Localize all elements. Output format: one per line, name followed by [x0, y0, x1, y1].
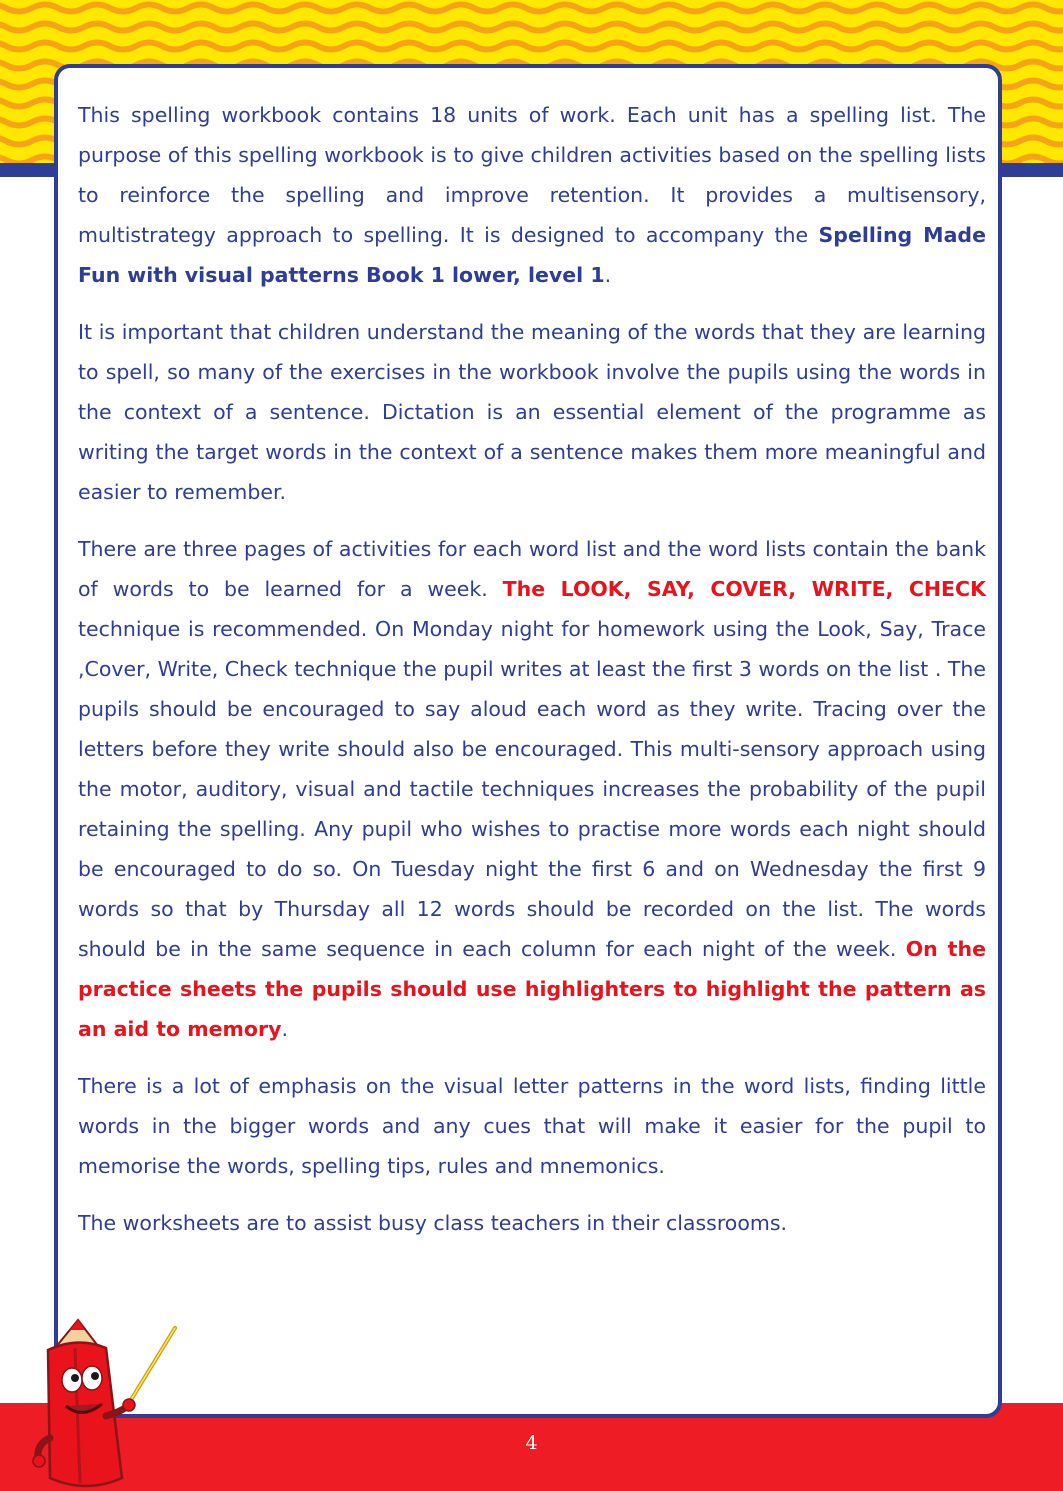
activities-details: technique is recommended. On Monday night for homework using the Look, Say, Trace ,Cover, Write, Check technique the pupil writes at least the first 3 words on the list . The pupils should be encouraged to say aloud each word as they write. Tracing over the letters before they write should also be encouraged. This multi-sensory approach using the motor, auditory, visual and tactile techniques increases the probability of the pupil retaining the spelling. Any pupil who wishes to practise more words each night should be encouraged to do so. On Tuesday night the first 6 and on Wednesday the first 9 words so that by Thursday all 12 words should be recorded on the list. The words should be in the same sequence in each column for each night of the week. [78, 617, 986, 961]
intro-end: . [604, 263, 612, 287]
technique-name: The LOOK, SAY, COVER, WRITE, CHECK [502, 577, 986, 601]
activities-text: There are three pages of activities for each word list and the word lists contain the bank of words to be learned for a week. [78, 537, 986, 601]
red-pencil-mascot-with-pointer-icon [30, 1318, 180, 1491]
body-text [78, 95, 986, 1260]
paragraph-patterns: There is a lot of emphasis on the visual letter patterns in the word lists, finding little words in the bigger words and any cues that will make it easier for the pupil to memorise the words, spelling tips, rules and mnemonics. [78, 1074, 986, 1178]
activities-end: . [281, 1017, 288, 1041]
paragraph-intro [78, 95, 986, 295]
highlighter-tip: On the practice sheets the pupils should use highlighters to highlight the pattern as an aid to memory [78, 937, 986, 1041]
intro-text: This spelling workbook contains 18 units of work. Each unit has a spelling list. The purpose of this spelling workbook is to give children activities based on the spelling lists to reinforce the spelling and improve retention. It provides a multisensory, multistrategy approach to spelling. It is designed to accompany the [78, 103, 986, 247]
paragraph-meaning: It is important that children understand the meaning of the words that they are learning to spell, so many of the exercises in the workbook involve the pupils using the words in the context of a sentence. Dictation is an essential element of the programme as writing the target words in the context of a sentence makes them more meaningful and easier to remember. [78, 320, 986, 504]
paragraph-worksheets: The worksheets are to assist busy class teachers in their classrooms. [78, 1211, 788, 1235]
book-title: Spelling Made Fun with visual patterns Book 1 lower, level 1 [78, 223, 986, 287]
paragraph-activities [78, 529, 986, 1049]
page-number: 4 [525, 1432, 538, 1454]
